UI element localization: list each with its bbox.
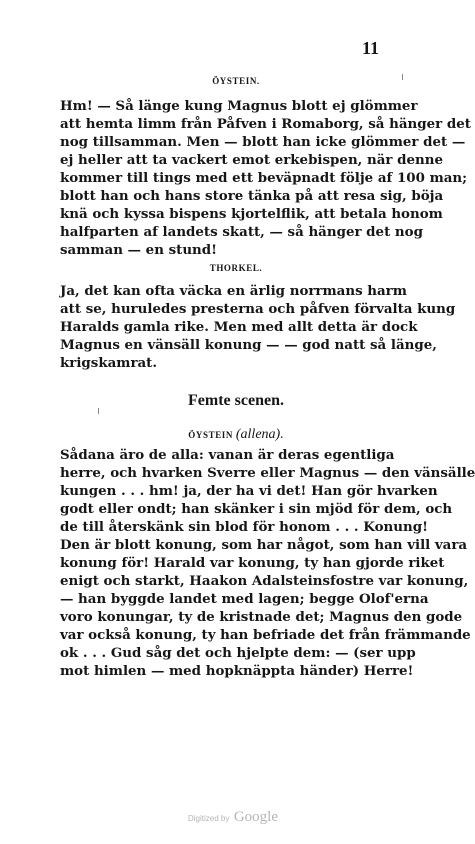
text-line: konung för! Harald var konung, ty han gjorde riket [60,555,445,571]
text-line: blott han och hans store tänka på att resa sig, böja [60,188,444,204]
text-line: Haralds gamla rike. Men med allt detta är dock [60,319,418,335]
speaker-name-oystein-allena [0,427,472,443]
digitized-by-google-watermark [188,808,278,826]
text-line: Sådana äro de alla: vanan är deras egentliga [60,447,395,463]
google-logo: Google [233,809,278,825]
stage-direction: (allena). [235,427,284,442]
text-line: Magnus en vänsäll konung — — god natt så länge, [60,337,437,353]
dialogue-thorkel [60,282,456,372]
text-line: ok . . . Gud såg det och hjelpte dem: — (ser upp [60,645,416,661]
text-line: enigt och starkt, Haakon Adalsteinsfostre var konung, [60,573,469,589]
text-line: nog tillsamman. Men — blott han icke glömmer det — [60,134,466,150]
scene-heading: Femte scenen. [188,392,284,409]
text-line: kungen . . . hm! ja, der ha vi det! Han gör hvarken [60,483,438,499]
scan-speck [98,408,99,414]
text-line: knä och kyssa bispens kjortelflik, att betala honom [60,206,443,222]
speaker-name: ÖYSTEIN [188,430,234,440]
text-line: herre, och hvarken Sverre eller Magnus — den vänsälle [60,465,475,481]
text-line: kommer till tings med ett beväpnadt följe af 100 man; [60,170,468,186]
text-line: var också konung, ty han befriade det från främmande [60,627,471,643]
text-line: de till återskänk sin blod för honom . . . Konung! [60,519,428,535]
text-line: att hemta limm från Påfven i Romaborg, så hänger det [60,116,471,132]
text-line: — han byggde landet med lagen; begge Olof'erna [60,591,429,607]
scan-speck [402,74,403,80]
speaker-name-oystein: ÖYSTEIN. [212,76,260,86]
text-line: Hm! — Så länge kung Magnus blott ej glömmer [60,98,418,114]
digitized-by-label: Digitized by [188,814,230,823]
text-line: Den är blott konung, som har något, som han vill vara [60,537,468,553]
speaker-name-thorkel: THORKEL. [209,263,263,273]
text-line: mot himlen — med hopknäppta händer) Herre! [60,663,414,679]
text-line: samman — en stund! [60,242,218,258]
monologue-oystein [60,446,475,680]
text-line: att se, huruledes presterna och påfven förvalta kung [60,301,456,317]
text-line: voro konungar, ty de kristnade det; Magnus den gode [60,609,463,625]
text-line: krigskamrat. [60,355,158,371]
text-line: Ja, det kan ofta väcka en ärlig norrmans harm [60,283,407,299]
page-number: 11 [362,38,380,58]
dialogue-oystein-1 [60,97,471,259]
text-line: ej heller att ta vackert emot erkebispen, när denne [60,152,444,168]
text-line: godt eller ondt; han skänker i sin mjöd för dem, och [60,501,453,517]
text-line: halfparten af landets skatt, — så hänger det nog [60,224,423,240]
